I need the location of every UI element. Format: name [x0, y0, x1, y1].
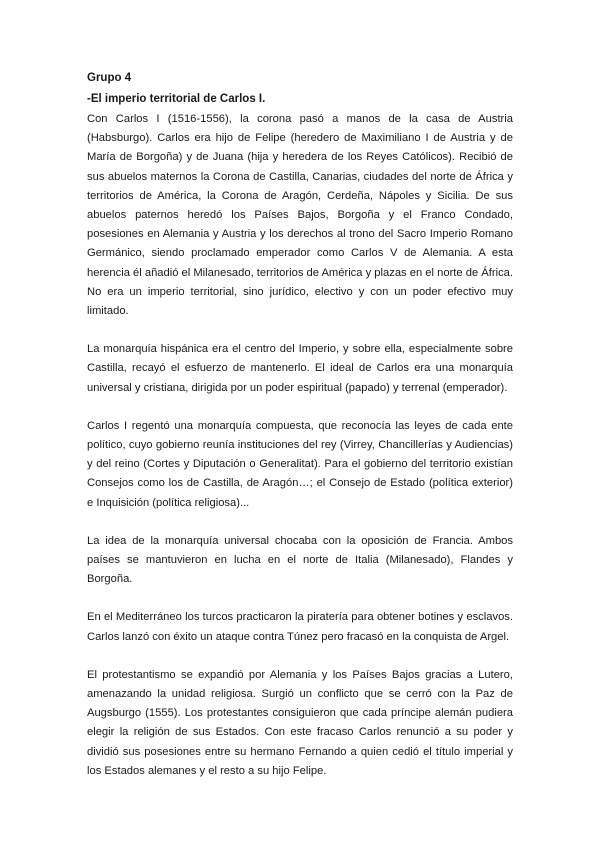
- document-page: [87, 68, 513, 781]
- paragraph-gap: [87, 513, 513, 532]
- paragraph-gap: [87, 321, 513, 340]
- paragraph-gap: [87, 647, 513, 666]
- paragraph-mediterranean: En el Mediterráneo los turcos practicaron la piratería para obtener botines y esclavos. Carlos lanzó con éxito un ataque contra Túnez pero fracasó en la conquista de Argel.: [87, 611, 513, 643]
- paragraph-gap: [87, 589, 513, 608]
- paragraph-protestantism: El protestantismo se expandió por Alemania y los Países Bajos gracias a Lutero, amenazando la unidad religiosa. Surgió un conflicto que se cerró con la Paz de Augsburgo (1555). Los protestantes consiguieron que cada príncipe alemán pudiera elegir la religión de sus Estados. Con este fracaso Carlos renunció a su poder y dividió sus posesiones entre su hermano Fernando a quien cedió el título imperial y los Estados alemanes y el resto a su hijo Felipe.: [87, 668, 513, 777]
- paragraph-composite-monarchy: Carlos I regentó una monarquía compuesta, que reconocía las leyes de cada ente político, cuyo gobierno reunía instituciones del rey (Virrey, Chancillerías y Audiencias) y del reino (Cortes y Diputación o Generalitat). Para el gobierno del territorio existían Consejos como los de Castilla, de Aragón…; el Consejo de Estado (política exterior) e Inquisición (política religiosa)...: [87, 419, 513, 509]
- group-heading: Grupo 4: [87, 72, 132, 84]
- section-title: -El imperio territorial de Carlos I.: [87, 93, 266, 105]
- paragraph-france: La idea de la monarquía universal chocaba con la oposición de Francia. Ambos países se mantuvieron en lucha en el norte de Italia (Milanesado), Flandes y Borgoña.: [87, 534, 513, 586]
- paragraph-hispanic-monarchy: La monarquía hispánica era el centro del Imperio, y sobre ella, especialmente sobre Castilla, recayó el esfuerzo de mantenerlo. El ideal de Carlos era una monarquía universal y cristiana, dirigida por un poder espiritual (papado) y terrenal (emperador).: [87, 343, 513, 394]
- paragraph-inheritance: Con Carlos I (1516-1556), la corona pasó a manos de la casa de Austria (Habsburgo). Carlos era hijo de Felipe (heredero de Maximiliano I de Austria y de María de Borgoña) y de Juana (hija y heredera de los Reyes Católicos). Recibió de sus abuelos maternos la Corona de Castilla, Canarias, ciudades del norte de África y territorios de América, la Corona de Aragón, Cerdeña, Nápoles y Sicilia. De sus abuelos paternos heredó los Países Bajos, Borgoña y el Franco Condado, posesiones en Alemania y Austria y los derechos al trono del Sacro Imperio Romano Germánico, siendo proclamado emperador como Carlos V de Alemania. A esta herencia él añadió el Milanesado, territorios de América y plazas en el norte de África. No era un imperio territorial, sino jurídico, electivo y con un poder efectivo muy limitado.: [87, 113, 513, 318]
- paragraph-gap: [87, 398, 513, 417]
